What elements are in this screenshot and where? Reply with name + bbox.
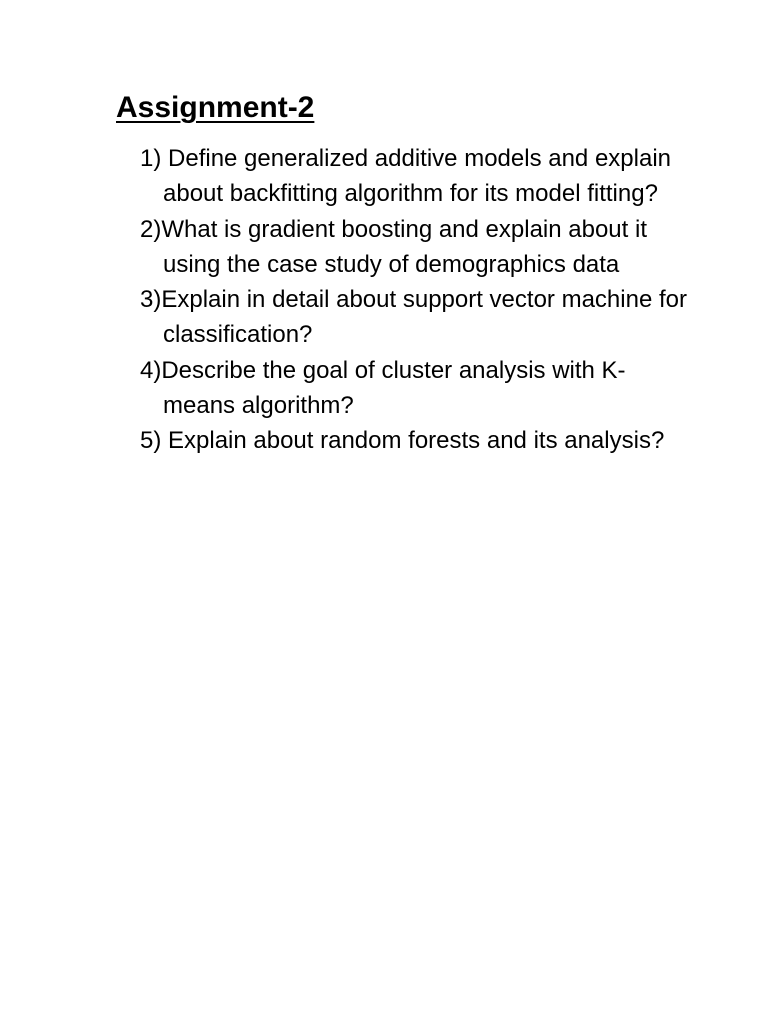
question-item-4: 4)Describe the goal of cluster analysis with K-means algorithm?	[140, 356, 626, 420]
question-item-5: 5) Explain about random forests and its analysis?	[140, 427, 665, 455]
question-item-3: 3)Explain in detail about support vector machine for classification?	[140, 286, 687, 349]
question-list	[140, 141, 688, 459]
document-title: Assignment-2	[116, 91, 315, 124]
question-item-2: 2)What is gradient boosting and explain about it using the case study of demographics data	[140, 215, 647, 278]
question-item-1: 1) Define generalized additive models and explain about backfitting algorithm for its model fitting?	[140, 145, 671, 208]
